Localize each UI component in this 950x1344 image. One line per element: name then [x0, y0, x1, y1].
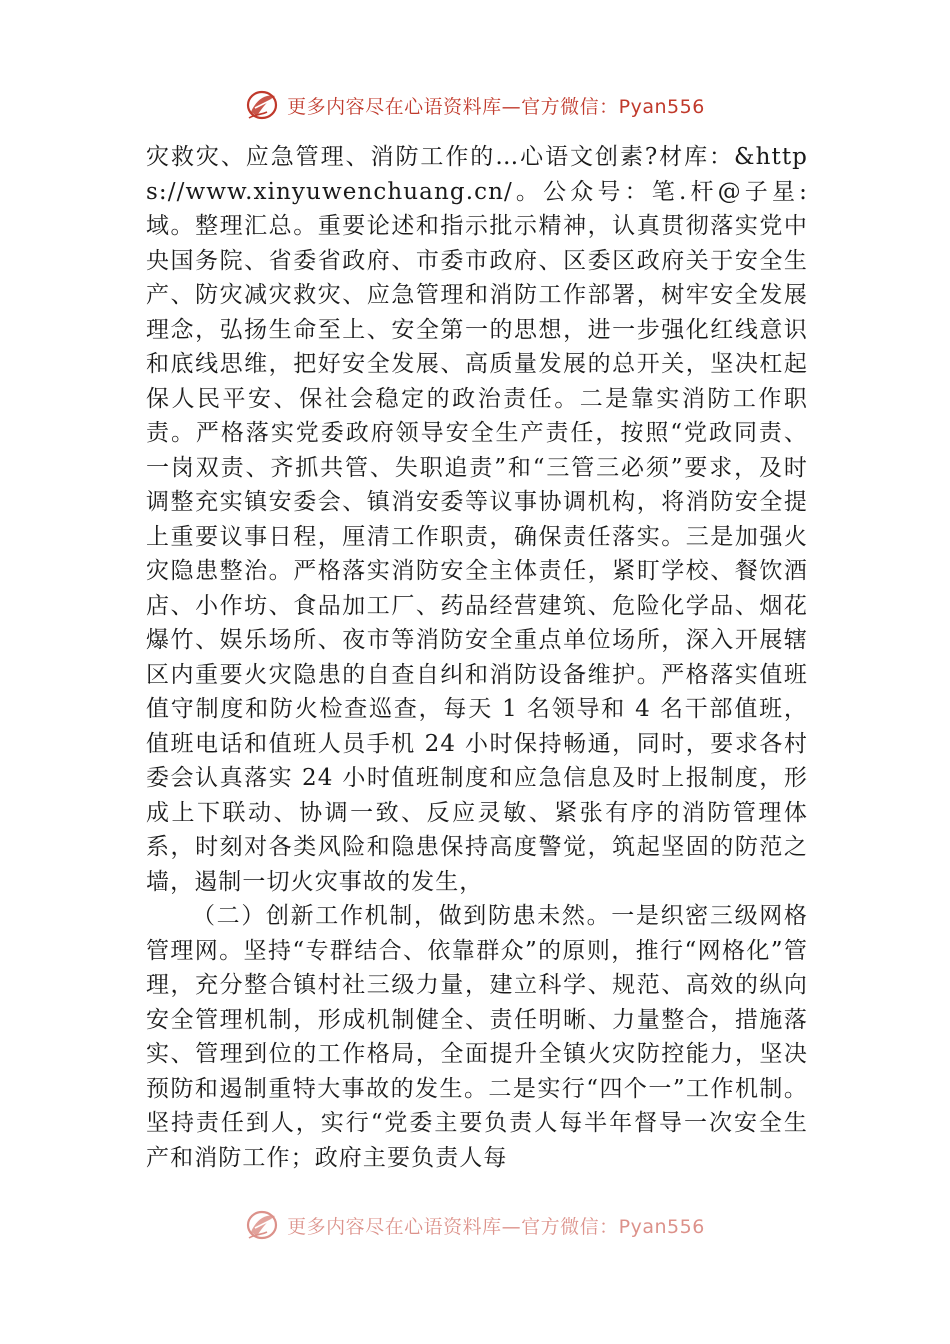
signature-pen-logo-icon [245, 1208, 281, 1242]
paragraph-1: 灾救灾、应急管理、消防工作的…心语文创素?材库：&https://www.xinyuwenchuang.cn/。公众号：笔.杆@子星:域。整理汇总。重要论述和指示批示精神，认真贯彻落实党中央国务院、省委省政府、市委市政府、区委区政府关于安全生产、防灾减灾救灾、应急管理和消防工作部署，树牢安全发展理念，弘扬生命至上、安全第一的思想，进一步强化红线意识和底线思维，把好安全发展、高质量发展的总开关，坚决杠起保人民平安、保社会稳定的政治责任。二是靠实消防工作职责。严格落实党委政府领导安全生产责任，按照“党政同责、一岗双责、齐抓共管、失职追责”和“三管三必须”要求，及时调整充实镇安委会、镇消安委等议事协调机构，将消防安全提上重要议事日程，厘清工作职责，确保责任落实。三是加强火灾隐患整治。严格落实消防安全主体责任，紧盯学校、餐饮酒店、小作坊、食品加工厂、药品经营建筑、危险化学品、烟花爆竹、娱乐场所、夜市等消防安全重点单位场所，深入开展辖区内重要火灾隐患的自查自纠和消防设备维护。严格落实值班值守制度和防火检查巡查，每天 1 名领导和 4 名干部值班，值班电话和值班人员手机 24 小时保持畅通，同时，要求各村委会认真落实 24 小时值班制度和应急信息及时上报制度，形成上下联动、协调一致、反应灵敏、紧张有序的消防管理体系，时刻对各类风险和隐患保持高度警觉，筑起坚固的防范之墙，遏制一切火灾事故的发生， [146, 144, 808, 895]
watermark-footer [0, 1205, 950, 1245]
paragraph-2: （二）创新工作机制，做到防患未然。一是织密三级网格管理网。坚持“专群结合、依靠群众”的原则，推行“网格化”管理，充分整合镇村社三级力量，建立科学、规范、高效的纵向安全管理机制，形成机制健全、责任明晰、力量整合，措施落实、管理到位的工作格局，全面提升全镇火灾防控能力，坚决预防和遏制重特大事故的发生。二是实行“四个一”工作机制。坚持责任到人，实行“党委主要负责人每半年督导一次安全生产和消防工作；政府主要负责人每 [146, 903, 808, 1171]
watermark-text: 更多内容尽在心语资料库—官方微信：Pyan556 [287, 1215, 705, 1238]
document-body [146, 140, 808, 1175]
watermark-text: 更多内容尽在心语资料库—官方微信：Pyan556 [287, 95, 705, 118]
